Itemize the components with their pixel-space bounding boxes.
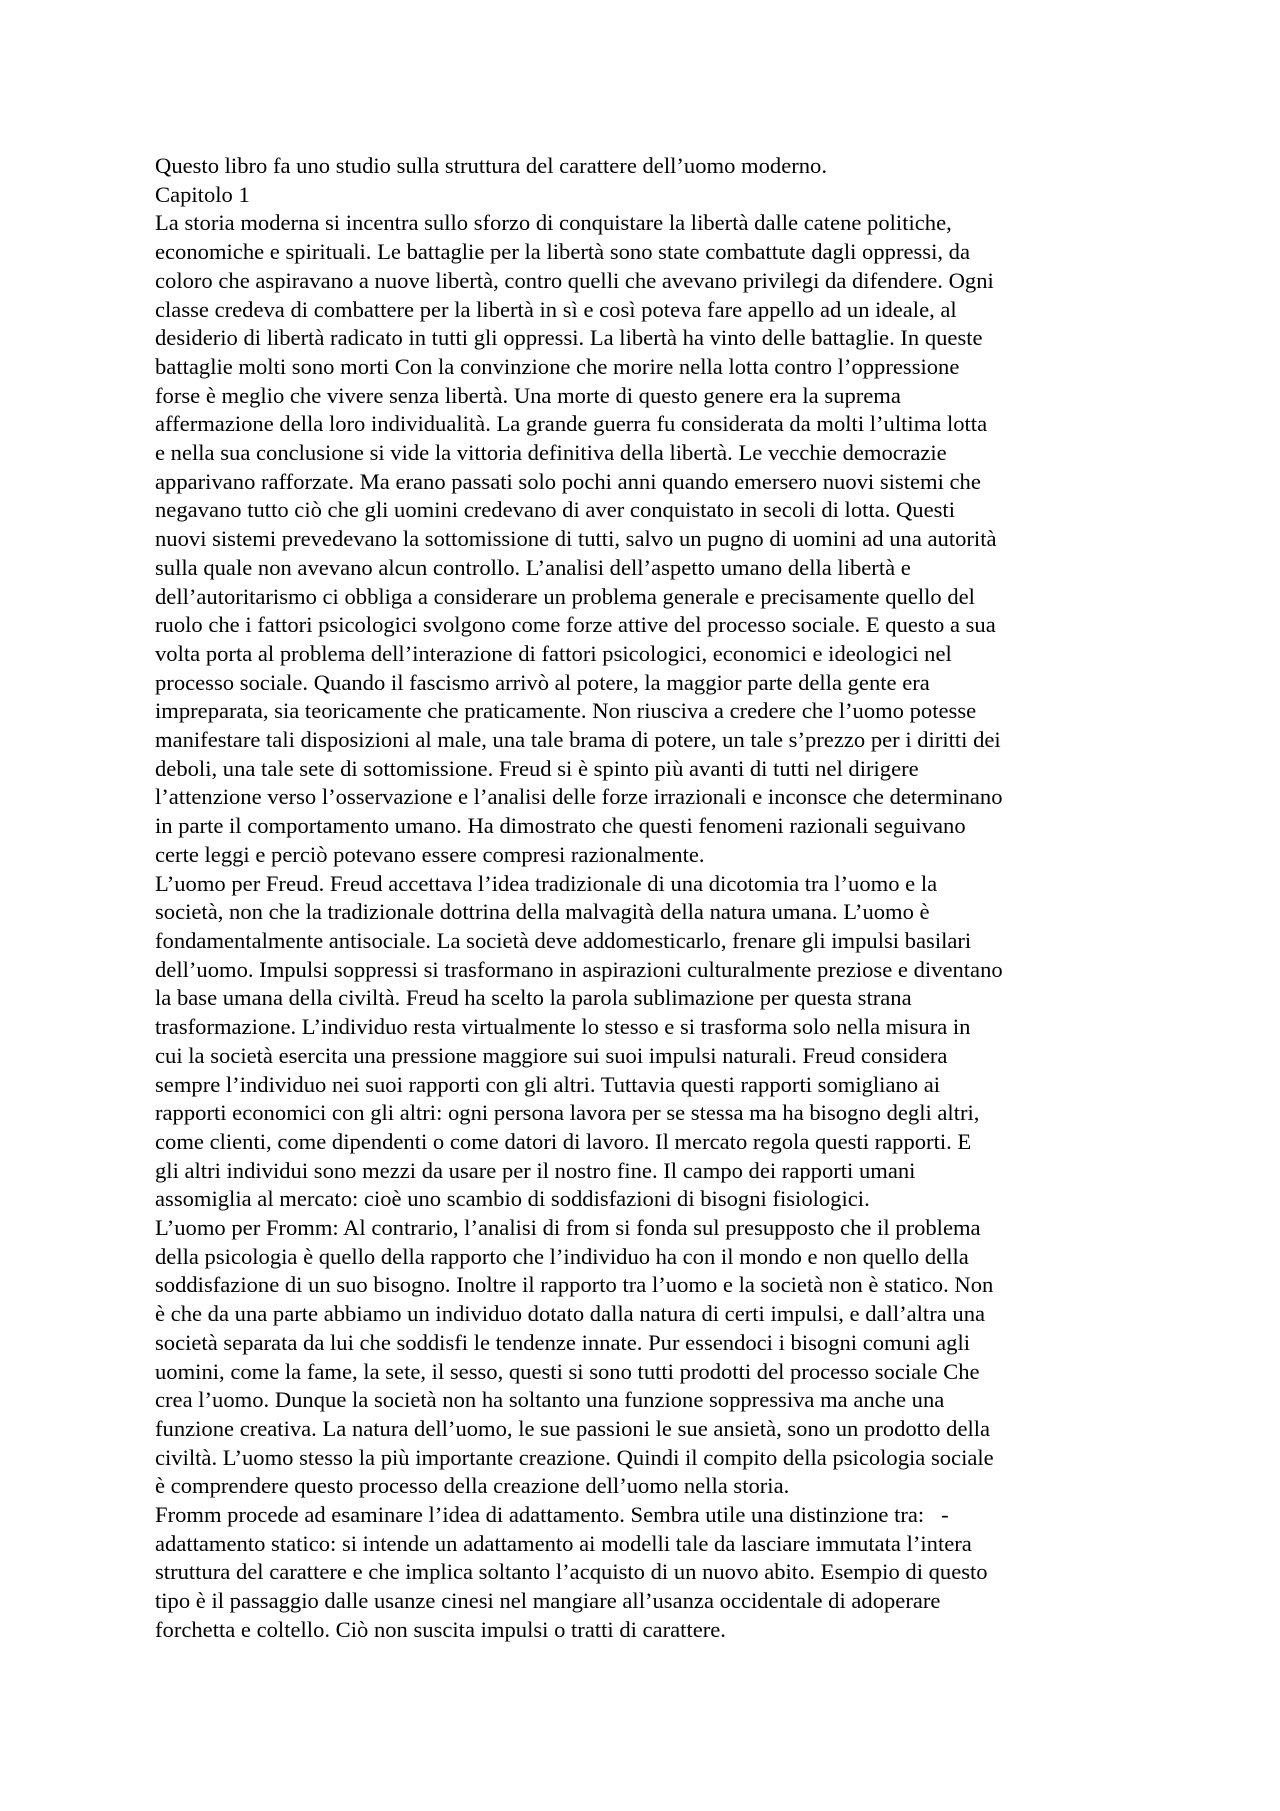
- text-line: società separata da lui che soddisfi le tendenze innate. Pur essendoci i bisogni comuni agli: [155, 1329, 971, 1355]
- text-line: forchetta e coltello. Ciò non suscita impulsi o tratti di carattere.: [155, 1616, 726, 1642]
- text-line: civiltà. L’uomo stesso la più importante creazione. Quindi il compito della psicologia sociale: [155, 1444, 994, 1470]
- text-line: la base umana della civiltà. Freud ha scelto la parola sublimazione per questa strana: [155, 985, 912, 1011]
- text-line: funzione creativa. La natura dell’uomo, le sue passioni le sue ansietà, sono un prodotto della: [155, 1415, 991, 1441]
- text-line: tipo è il passaggio dalle usanze cinesi nel mangiare all’usanza occidentale di adoperare: [155, 1588, 941, 1614]
- text-line: nuovi sistemi prevedevano la sottomissione di tutti, salvo un pugno di uomini ad una autorità: [155, 526, 997, 552]
- text-line: apparivano rafforzate. Ma erano passati solo pochi anni quando emersero nuovi sistemi che: [155, 468, 981, 494]
- text-line: forse è meglio che vivere senza libertà. Una morte di questo genere era la suprema: [155, 382, 901, 408]
- text-line: manifestare tali disposizioni al male, una tale brama di potere, un tale s’prezzo per i diritti dei: [155, 727, 1001, 753]
- text-line: sulla quale non avevano alcun controllo. L’analisi dell’aspetto umano della libertà e: [155, 554, 911, 580]
- text-line: struttura del carattere e che implica soltanto l’acquisto di un nuovo abito. Esempio di questo: [155, 1559, 988, 1585]
- text-line: l’attenzione verso l’osservazione e l’analisi delle forze irrazionali e inconsce che determinano: [155, 784, 1003, 810]
- text-line: Fromm procede ad esaminare l’idea di adattamento. Sembra utile una distinzione tra: -: [155, 1502, 949, 1528]
- text-line: volta porta al problema dell’interazione di fattori psicologici, economici e ideologici nel: [155, 640, 952, 666]
- text-line: della psicologia è quello della rapporto che l’individuo ha con il mondo e non quello della: [155, 1243, 969, 1269]
- text-line: sempre l’individuo nei suoi rapporti con gli altri. Tuttavia questi rapporti somigliano ai: [155, 1071, 941, 1097]
- text-line: Questo libro fa uno studio sulla struttura del carattere dell’uomo moderno.: [155, 153, 827, 178]
- text-line: adattamento statico: si intende un adattamento ai modelli tale da lasciare immutata l’intera: [155, 1530, 972, 1556]
- text-line: fondamentalmente antisociale. La società deve addomesticarlo, frenare gli impulsi basilari: [155, 927, 972, 953]
- text-line: L’uomo per Freud. Freud accettava l’idea tradizionale di una dicotomia tra l’uomo e la: [155, 870, 938, 896]
- text-line: crea l’uomo. Dunque la società non ha soltanto una funzione soppressiva ma anche una: [155, 1387, 945, 1413]
- text-line: deboli, una tale sete di sottomissione. Freud si è spinto più avanti di tutti nel dirigere: [155, 755, 919, 781]
- text-line: certe leggi e perciò potevano essere compresi razionalmente.: [155, 841, 705, 867]
- text-line: trasformazione. L’individuo resta virtualmente lo stesso e si trasforma solo nella misura in: [155, 1014, 971, 1040]
- text-line: negavano tutto ciò che gli uomini credevano di aver conquistato in secoli di lotta. Questi: [155, 497, 955, 523]
- text-line: rapporti economici con gli altri: ogni persona lavora per se stessa ma ha bisogno degli altri,: [155, 1100, 980, 1126]
- text-line: economiche e spirituali. Le battaglie per la libertà sono state combattute dagli oppressi, da: [155, 239, 970, 265]
- text-line: è comprendere questo processo della creazione dell’uomo nella storia.: [155, 1473, 790, 1499]
- text-line: gli altri individui sono mezzi da usare per il nostro fine. Il campo dei rapporti umani: [155, 1157, 916, 1183]
- text-line: Capitolo 1: [155, 181, 250, 207]
- document-page: [155, 152, 1140, 1645]
- text-line: affermazione della loro individualità. La grande guerra fu considerata da molti l’ultima lotta: [155, 411, 988, 437]
- text-line: impreparata, sia teoricamente che praticamente. Non riusciva a credere che l’uomo potesse: [155, 698, 977, 724]
- text-line: dell’autoritarismo ci obbliga a considerare un problema generale e precisamente quello del: [155, 583, 975, 609]
- text-line: L’uomo per Fromm: Al contrario, l’analisi di from si fonda sul presupposto che il problema: [155, 1215, 981, 1241]
- text-line: dell’uomo. Impulsi soppressi si trasformano in aspirazioni culturalmente preziose e diventano: [155, 956, 1003, 982]
- text-line: è che da una parte abbiamo un individuo dotato dalla natura di certi impulsi, e dall’altra una: [155, 1301, 986, 1327]
- text-line: uomini, come la fame, la sete, il sesso, questi si sono tutti prodotti del processo sociale Che: [155, 1358, 980, 1384]
- text-line: coloro che aspiravano a nuove libertà, contro quelli che avevano privilegi da difendere. Ogni: [155, 267, 994, 293]
- text-line: classe credeva di combattere per la libertà in sì e così poteva fare appello ad un ideale, al: [155, 296, 957, 322]
- text-line: La storia moderna si incentra sullo sforzo di conquistare la libertà dalle catene politiche,: [155, 210, 952, 236]
- text-line: in parte il comportamento umano. Ha dimostrato che questi fenomeni razionali seguivano: [155, 813, 966, 839]
- text-line: e nella sua conclusione si vide la vittoria definitiva della libertà. Le vecchie democrazie: [155, 440, 947, 466]
- text-line: cui la società esercita una pressione maggiore sui suoi impulsi naturali. Freud considera: [155, 1042, 948, 1068]
- text-line: soddisfazione di un suo bisogno. Inoltre il rapporto tra l’uomo e la società non è statico. Non: [155, 1272, 994, 1298]
- text-line: battaglie molti sono morti Con la convinzione che morire nella lotta contro l’oppressione: [155, 353, 960, 379]
- text-line: società, non che la tradizionale dottrina della malvagità della natura umana. L’uomo è: [155, 899, 930, 925]
- text-line: desiderio di libertà radicato in tutti gli oppressi. La libertà ha vinto delle battaglie. In queste: [155, 325, 983, 351]
- text-line: processo sociale. Quando il fascismo arrivò al potere, la maggior parte della gente era: [155, 669, 930, 695]
- text-line: assomiglia al mercato: cioè uno scambio di soddisfazioni di bisogni fisiologici.: [155, 1186, 870, 1212]
- text-line: ruolo che i fattori psicologici svolgono come forze attive del processo sociale. E questo a sua: [155, 612, 996, 638]
- text-line: come clienti, come dipendenti o come datori di lavoro. Il mercato regola questi rapporti. E: [155, 1128, 972, 1154]
